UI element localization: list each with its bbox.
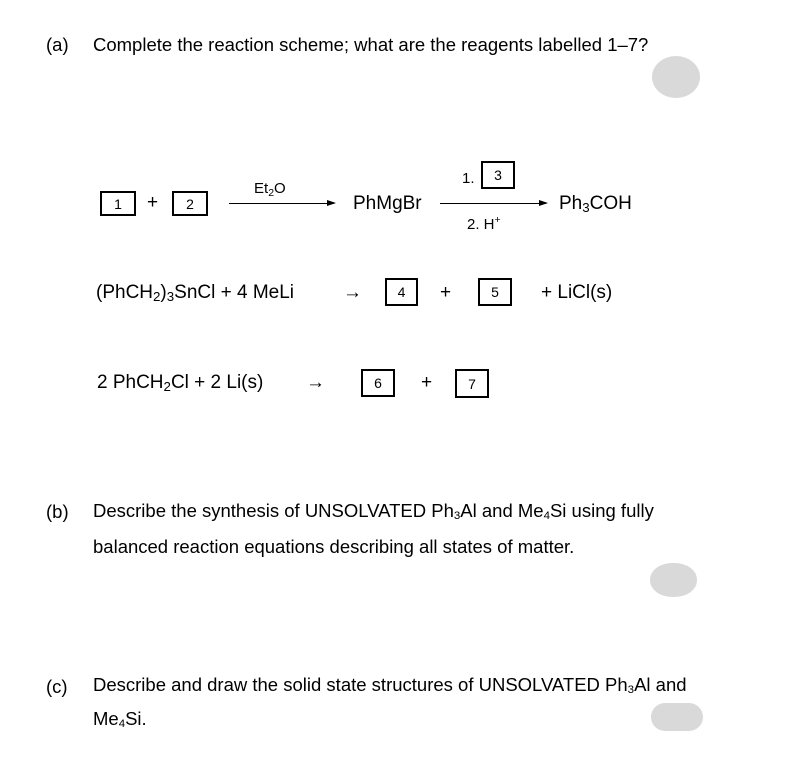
part-b-label: (b) bbox=[46, 501, 69, 522]
part-c-label: (c) bbox=[46, 676, 68, 697]
plus-sign: + bbox=[147, 192, 159, 213]
redaction-blob bbox=[651, 703, 703, 731]
plus-sign: + bbox=[421, 372, 433, 393]
reaction-arrow-2 bbox=[440, 203, 546, 204]
part-a-question: Complete the reaction scheme; what are the reagents labelled 1–7? bbox=[93, 34, 649, 55]
reagent-box-4: 4 bbox=[385, 278, 418, 306]
reaction-arrow-4: → bbox=[306, 372, 325, 393]
plus-sign: + bbox=[440, 282, 452, 303]
redaction-blob bbox=[650, 563, 697, 597]
part-b-line-1: Describe the synthesis of UNSOLVATED Ph3Al and Me4Si using fully bbox=[93, 500, 654, 522]
part-c-line-2: Me4Si. bbox=[93, 708, 147, 730]
byproduct-licl: + LiCl(s) bbox=[541, 282, 613, 303]
reactant-benzyl-chloride: 2 PhCH$_2$Cl + 2 Li(s) bbox=[97, 372, 264, 394]
solvent-label: $Et_2O$ bbox=[254, 180, 286, 199]
step2-label: 2. H+ bbox=[467, 214, 501, 233]
product-phmgbr: PhMgBr bbox=[353, 193, 422, 214]
reagent-box-1: 1 bbox=[100, 191, 136, 216]
redaction-blob bbox=[652, 56, 700, 98]
part-a-label: (a) bbox=[46, 34, 69, 55]
reagent-box-6: 6 bbox=[361, 369, 395, 397]
part-b-line-2: balanced reaction equations describing all states of matter. bbox=[93, 536, 575, 557]
reagent-box-3: 3 bbox=[481, 161, 515, 189]
reagent-box-5: 5 bbox=[478, 278, 512, 306]
reaction-arrow-1 bbox=[229, 203, 334, 204]
reagent-box-7: 7 bbox=[455, 369, 489, 398]
reactant-tin-chloride: $(PhCH_2)_3SnCl + 4$ MeLi bbox=[96, 282, 295, 304]
reagent-box-2: 2 bbox=[172, 191, 208, 216]
step1-label: 1. bbox=[462, 170, 475, 187]
reaction-arrow-3: → bbox=[343, 282, 362, 303]
part-c-line-1: Describe and draw the solid state structures of UNSOLVATED Ph3Al and bbox=[93, 674, 687, 696]
product-ph3coh: $Ph_3COH$ bbox=[559, 193, 632, 215]
